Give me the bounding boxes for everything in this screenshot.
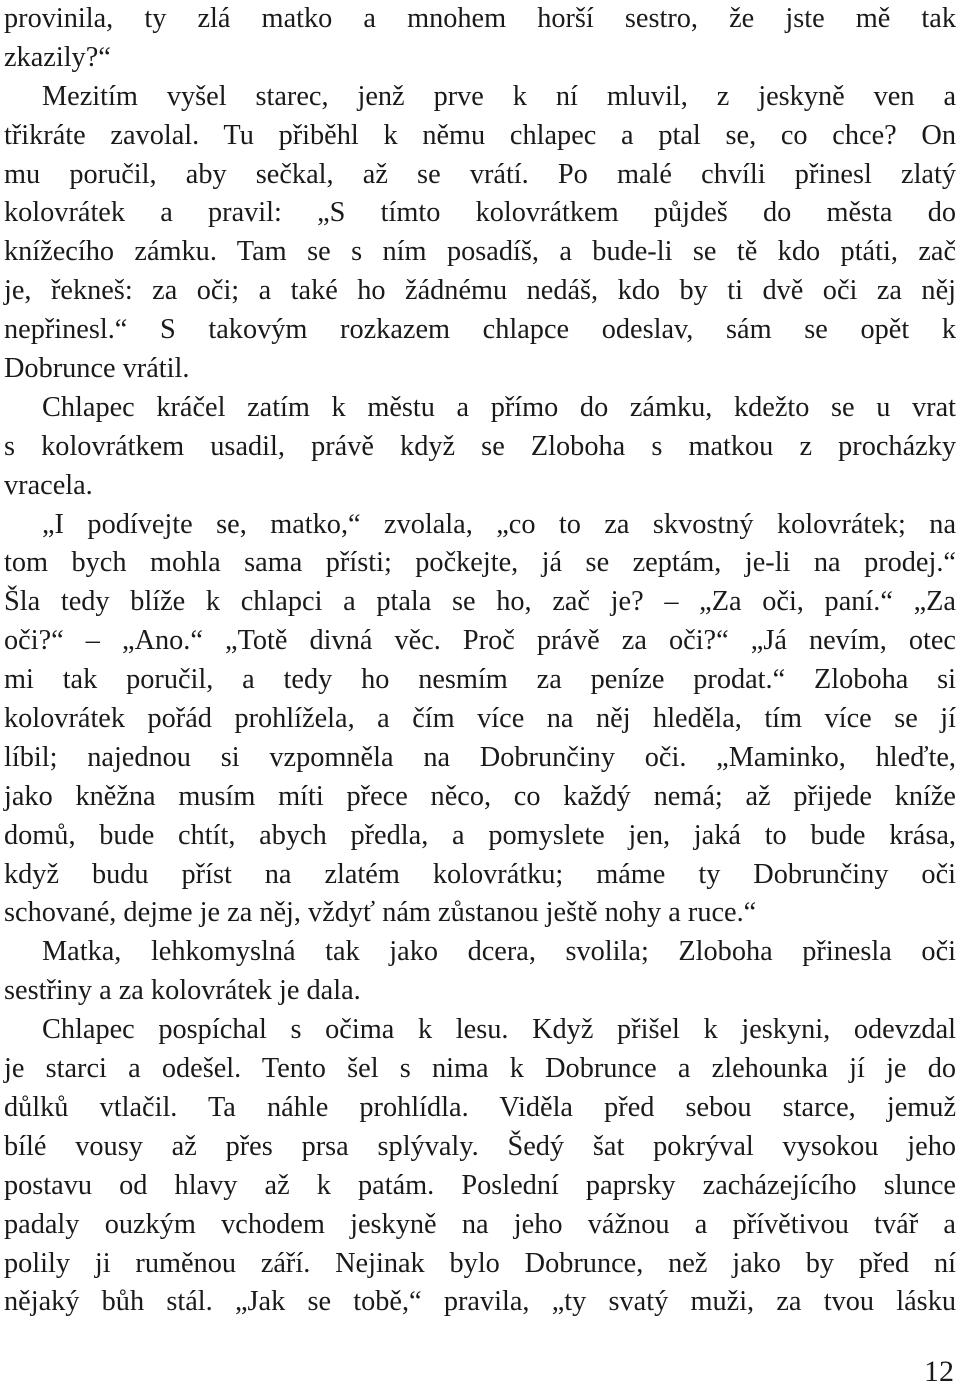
text-line: nějaký bůh stál. „Jak se tobě,“ pravila, „ty svatý muži, za tvou lásku (4, 1286, 956, 1318)
text-line: schované, dejme je za něj, vždyť nám zůstanou ještě nohy a ruce.“ (4, 897, 757, 929)
text-line: postavu od hlavy až k patám. Poslední paprsky zacházejícího slunce (4, 1169, 956, 1201)
text-line: provinila, ty zlá matko a mnohem horší sestro, že jste mě tak (4, 3, 956, 34)
text-line: kolovrátek a pravil: „S tímto kolovrátkem půjdeš do města do (4, 197, 956, 229)
text-line: s kolovrátkem usadil, právě když se Zloboha s matkou z procházky (4, 430, 956, 462)
text-line: Matka, lehkomyslná tak jako dcera, svolila; Zloboha přinesla oči (42, 936, 956, 968)
text-line: tom bych mohla sama přísti; počkejte, já se zeptám, je-li na prodej.“ (4, 547, 956, 579)
text-line: kolovrátek pořád prohlížela, a čím více na něj hleděla, tím více se jí (4, 703, 956, 735)
text-line: domů, bude chtít, abych předla, a pomyslete jen, jaká to bude krása, (4, 819, 956, 851)
text-line: oči?“ – „Ano.“ „Totě divná věc. Proč právě za oči?“ „Já nevím, otec (4, 625, 956, 657)
text-line: „I podívejte se, matko,“ zvolala, „co to za skvostný kolovrátek; na (42, 508, 956, 540)
text-line: Chlapec kráčel zatím k městu a přímo do zámku, kdežto se u vrat (42, 391, 956, 423)
text-line: je, řekneš: za oči; a také ho žádnému nedáš, kdo by ti dvě oči za něj (4, 275, 956, 307)
text-line: knížecího zámku. Tam se s ním posadíš, a bude-li se tě kdo ptáti, zač (4, 236, 956, 268)
text-line: Šla tedy blíže k chlapci a ptala se ho, zač je? – „Za oči, paní.“ „Za (4, 586, 956, 618)
text-line: jako kněžna musím míti přece něco, co každý nemá; až přijede kníže (4, 780, 956, 812)
text-line: líbil; najednou si vzpomněla na Dobrunčiny oči. „Maminko, hleďte, (4, 741, 956, 773)
text-line: polily ji ruměnou září. Nejinak bylo Dobrunce, než jako by před ní (4, 1247, 956, 1279)
page-number: 12 (924, 1355, 954, 1388)
text-line: třikráte zavolal. Tu přiběhl k němu chlapec a ptal se, co chce? On (4, 119, 956, 151)
text-line: když budu příst na zlatém kolovrátku; máme ty Dobrunčiny oči (4, 858, 956, 890)
text-line: sestřiny a za kolovrátek je dala. (4, 975, 361, 1007)
text-line: nepřinesl.“ S takovým rozkazem chlapce odeslav, sám se opět k (4, 314, 956, 346)
text-line: důlků vtlačil. Ta náhle prohlídla. Viděla před sebou starce, jemuž (4, 1091, 956, 1123)
text-line: je starci a odešel. Tento šel s nima k Dobrunce a zlehounka jí je do (4, 1053, 956, 1085)
text-line: padaly ouzkým vchodem jeskyně na jeho vážnou a přívětivou tvář a (4, 1208, 956, 1240)
text-line: zkazily?“ (4, 41, 111, 73)
text-line: mu poručil, aby sečkal, až se vrátí. Po malé chvíli přinesl zlatý (4, 158, 956, 190)
text-line: Chlapec pospíchal s očima k lesu. Když přišel k jeskyni, odevzdal (42, 1014, 956, 1046)
text-line: Mezitím vyšel starec, jenž prve k ní mluvil, z jeskyně ven a (42, 80, 956, 112)
text-line: vracela. (4, 469, 93, 501)
text-line: mi tak poručil, a tedy ho nesmím za peníze prodat.“ Zloboha si (4, 664, 956, 696)
text-line: bílé vousy až přes prsa splývaly. Šedý šat pokrýval vysokou jeho (4, 1130, 956, 1162)
text-line: Dobrunce vrátil. (4, 353, 190, 385)
document-page (4, 0, 956, 1322)
